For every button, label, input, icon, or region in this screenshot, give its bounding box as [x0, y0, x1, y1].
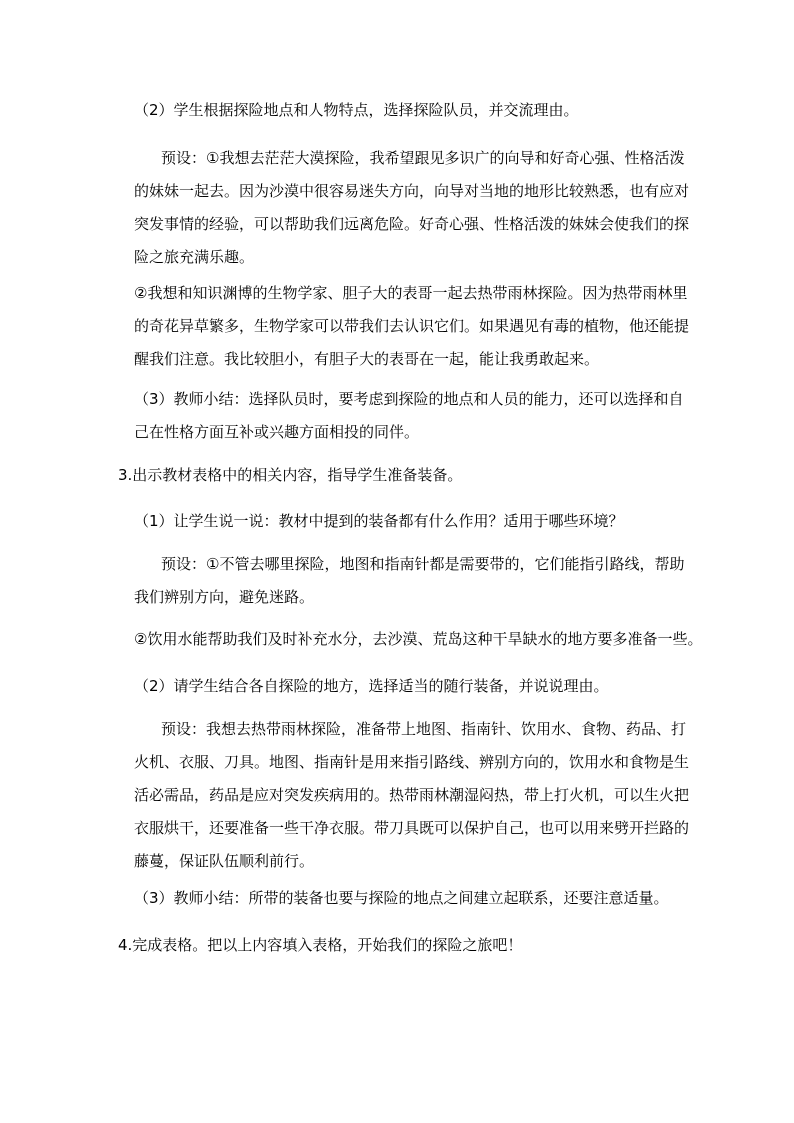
paragraph-preset-gear [134, 713, 689, 878]
text-line: 突发事情的经验，可以帮助我们远离危险。好奇心强、性格活泼的妹妹会使我们的探 [134, 215, 690, 233]
paragraph-preset-rainforest [134, 277, 689, 376]
text-line: 预设：我想去热带雨林探险，准备带上地图、指南针、饮用水、食物、药品、打 [161, 720, 687, 738]
text-line: 我们辨别方向，避免迷路。 [134, 588, 315, 606]
text-line: ②饮用水能帮助我们及时补充水分，去沙漠、荒岛这种干旱缺水的地方要多准备一些。 [134, 630, 703, 648]
text-line: （1）让学生说一说：教材中提到的装备都有什么作用？适用于哪些环境？ [134, 512, 624, 530]
text-line: 险之旅充满乐趣。 [134, 248, 255, 266]
text-line: 衣服烘干，还要准备一些干净衣服。带刀具既可以保护自己，也可以用来劈开拦路的 [134, 819, 690, 837]
paragraph-sub-1-equipment [134, 505, 624, 538]
paragraph-preset-desert [134, 142, 689, 274]
paragraph-preset-water [134, 623, 702, 656]
text-line: 3.出示教材表格中的相关内容，指导学生准备装备。 [118, 466, 463, 484]
text-line: 藤蔓，保证队伍顺利前行。 [134, 852, 315, 870]
text-line: 的妹妹一起去。因为沙漠中很容易迷失方向，向导对当地的地形比较熟悉，也有应对 [134, 182, 690, 200]
text-line: 的奇花异草繁多，生物学家可以带我们去认识它们。如果遇见有毒的植物，他还能提 [134, 317, 690, 335]
paragraph-sub-2-team [134, 94, 579, 127]
text-line: 己在性格方面互补或兴趣方面相投的同伴。 [134, 423, 420, 441]
text-line: 预设：①不管去哪里探险，地图和指南针都是需要带的，它们能指引路线，帮助 [161, 555, 685, 573]
text-line: （2）请学生结合各自探险的地方，选择适当的随行装备，并说说理由。 [134, 677, 609, 695]
text-line: ②我想和知识渊博的生物学家、胆子大的表哥一起去热带雨林探险。因为热带雨林里 [134, 284, 688, 302]
text-line: 醒我们注意。我比较胆小，有胆子大的表哥在一起，能让我勇敢起来。 [134, 350, 600, 368]
text-line: （3）教师小结：所带的装备也要与探险的地点之间建立起联系，还要注意适量。 [134, 889, 669, 907]
paragraph-step-3 [118, 459, 462, 492]
text-line: （3）教师小结：选择队员时，要考虑到探险的地点和人员的能力，还可以选择和自 [134, 390, 684, 408]
paragraph-step-4 [118, 929, 522, 962]
text-line: 预设：①我想去茫茫大漠探险，我希望跟见多识广的向导和好奇心强、性格活泼 [161, 149, 685, 167]
text-line: 4.完成表格。把以上内容填入表格，开始我们的探险之旅吧！ [118, 936, 523, 954]
paragraph-teacher-summary-1 [134, 383, 684, 449]
text-line: （2）学生根据探险地点和人物特点，选择探险队员，并交流理由。 [134, 101, 579, 119]
text-line: 活必需品，药品是应对突发疾病用的。热带雨林潮湿闷热，带上打火机，可以生火把 [134, 786, 690, 804]
text-line: 火机、衣服、刀具。地图、指南针是用来指引路线、辨别方向的，饮用水和食物是生 [134, 753, 690, 771]
paragraph-sub-2-equipment [134, 670, 609, 703]
paragraph-preset-map [134, 548, 684, 614]
paragraph-teacher-summary-2 [134, 882, 669, 915]
